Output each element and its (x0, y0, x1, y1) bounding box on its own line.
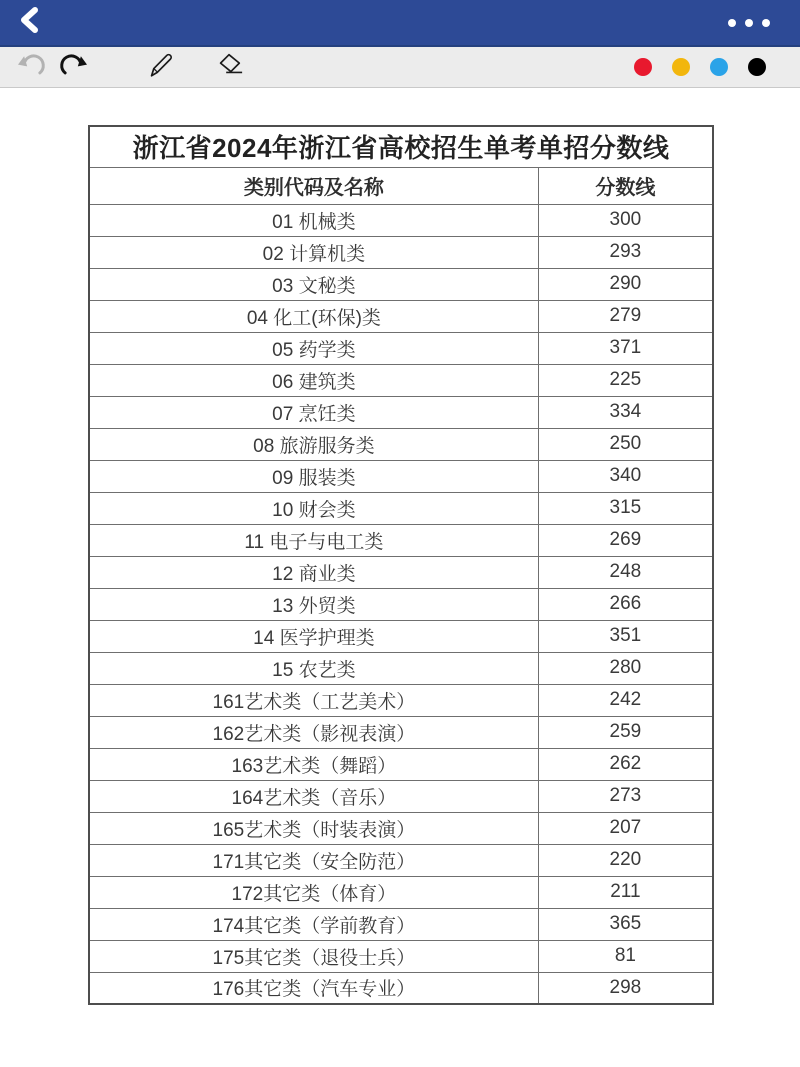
table-row (89, 876, 713, 908)
score-cell: 315 (538, 492, 713, 524)
table-row (89, 364, 713, 396)
category-cell: 15 农艺类 (89, 652, 538, 684)
table-row (89, 780, 713, 812)
score-cell: 269 (538, 524, 713, 556)
score-cell: 371 (538, 332, 713, 364)
drawing-toolbar (0, 47, 800, 88)
ellipsis-icon (745, 19, 753, 27)
score-cell: 266 (538, 588, 713, 620)
category-cell: 01 机械类 (89, 204, 538, 236)
score-cell: 259 (538, 716, 713, 748)
category-cell: 10 财会类 (89, 492, 538, 524)
undo-button[interactable] (17, 52, 47, 82)
score-cell: 225 (538, 364, 713, 396)
column-header-category: 类别代码及名称 (89, 167, 538, 204)
app-bar (0, 0, 800, 47)
score-cell: 207 (538, 812, 713, 844)
color-swatch-yellow[interactable] (672, 58, 690, 76)
table-row (89, 972, 713, 1004)
category-cell: 165艺术类（时装表演） (89, 812, 538, 844)
score-cell: 298 (538, 972, 713, 1004)
note-page (0, 125, 800, 1067)
score-cell: 248 (538, 556, 713, 588)
table-row (89, 428, 713, 460)
category-cell: 14 医学护理类 (89, 620, 538, 652)
score-cell: 334 (538, 396, 713, 428)
table-row (89, 652, 713, 684)
table-row (89, 332, 713, 364)
score-cell: 280 (538, 652, 713, 684)
category-cell: 163艺术类（舞蹈） (89, 748, 538, 780)
category-cell: 13 外贸类 (89, 588, 538, 620)
score-cell: 250 (538, 428, 713, 460)
table-row (89, 460, 713, 492)
redo-button[interactable] (58, 52, 88, 82)
table-row (89, 748, 713, 780)
category-cell: 172其它类（体育） (89, 876, 538, 908)
color-swatch-blue[interactable] (710, 58, 728, 76)
color-swatch-red[interactable] (634, 58, 652, 76)
undo-icon (18, 51, 46, 84)
category-cell: 07 烹饪类 (89, 396, 538, 428)
table-row (89, 236, 713, 268)
table-row (89, 588, 713, 620)
category-cell: 12 商业类 (89, 556, 538, 588)
chevron-left-icon (18, 6, 40, 39)
table-row (89, 716, 713, 748)
ellipsis-icon (762, 19, 770, 27)
category-cell: 164艺术类（音乐） (89, 780, 538, 812)
score-cell: 81 (538, 940, 713, 972)
category-cell: 05 药学类 (89, 332, 538, 364)
category-cell: 11 电子与电工类 (89, 524, 538, 556)
table-row (89, 204, 713, 236)
table-row (89, 300, 713, 332)
category-cell: 175其它类（退役士兵） (89, 940, 538, 972)
category-cell: 176其它类（汽车专业） (89, 972, 538, 1004)
table-row (89, 396, 713, 428)
table-title-row (89, 126, 713, 167)
category-cell: 171其它类（安全防范） (89, 844, 538, 876)
score-cell: 290 (538, 268, 713, 300)
category-cell: 161艺术类（工艺美术） (89, 684, 538, 716)
score-cell: 262 (538, 748, 713, 780)
table-row (89, 268, 713, 300)
pencil-icon (145, 50, 175, 85)
score-table (88, 125, 714, 1005)
table-row (89, 940, 713, 972)
score-cell: 300 (538, 204, 713, 236)
table-row (89, 844, 713, 876)
table-row (89, 812, 713, 844)
score-cell: 279 (538, 300, 713, 332)
color-palette (634, 58, 766, 76)
score-cell: 273 (538, 780, 713, 812)
ellipsis-icon (728, 19, 736, 27)
score-cell: 365 (538, 908, 713, 940)
table-row (89, 684, 713, 716)
category-cell: 06 建筑类 (89, 364, 538, 396)
score-cell: 293 (538, 236, 713, 268)
category-cell: 09 服装类 (89, 460, 538, 492)
category-cell: 04 化工(环保)类 (89, 300, 538, 332)
score-cell: 351 (538, 620, 713, 652)
more-menu-button[interactable] (728, 13, 770, 33)
pen-tool-button[interactable] (145, 52, 175, 82)
category-cell: 174其它类（学前教育） (89, 908, 538, 940)
column-header-score: 分数线 (538, 167, 713, 204)
table-row (89, 620, 713, 652)
category-cell: 03 文秘类 (89, 268, 538, 300)
table-header-row (89, 167, 713, 204)
eraser-tool-button[interactable] (214, 52, 244, 82)
score-cell: 340 (538, 460, 713, 492)
score-cell: 242 (538, 684, 713, 716)
category-cell: 02 计算机类 (89, 236, 538, 268)
table-row (89, 556, 713, 588)
category-cell: 08 旅游服务类 (89, 428, 538, 460)
category-cell: 162艺术类（影视表演） (89, 716, 538, 748)
score-cell: 211 (538, 876, 713, 908)
score-table-body (89, 204, 713, 1004)
table-row (89, 908, 713, 940)
score-cell: 220 (538, 844, 713, 876)
back-button[interactable] (18, 8, 46, 38)
redo-icon (59, 51, 87, 84)
color-swatch-black[interactable] (748, 58, 766, 76)
table-row (89, 524, 713, 556)
eraser-icon (213, 50, 245, 85)
table-title: 浙江省2024年浙江省高校招生单考单招分数线 (89, 126, 713, 167)
table-row (89, 492, 713, 524)
